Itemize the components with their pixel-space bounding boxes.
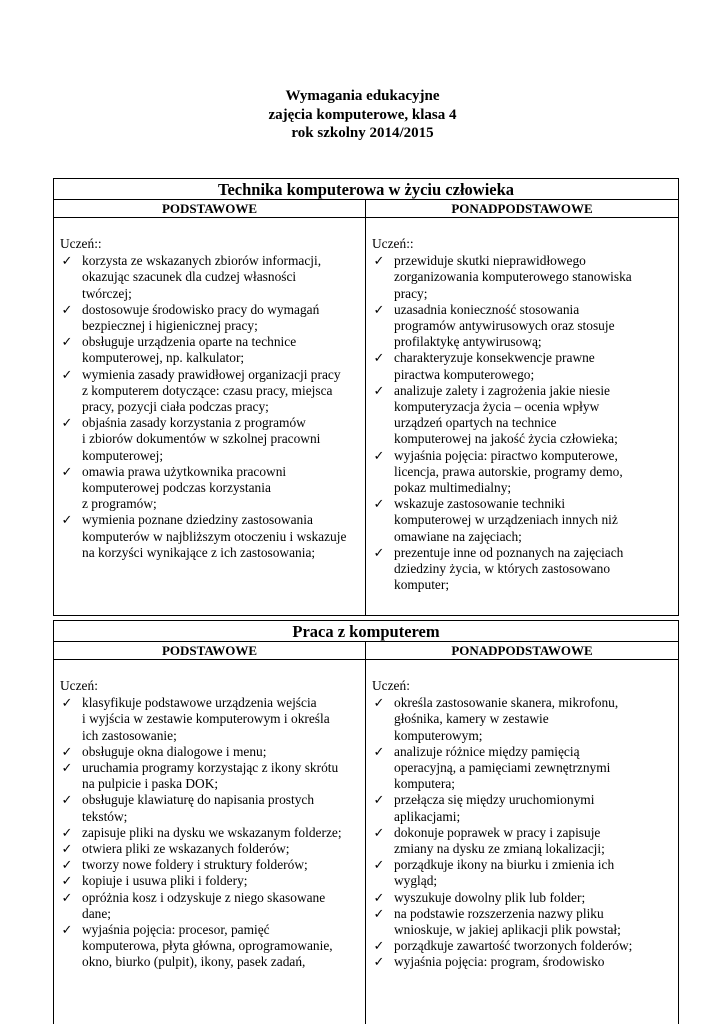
requirement-text: tworzy nowe foldery i struktury folderów; xyxy=(82,857,308,873)
requirement-item xyxy=(60,253,361,302)
requirement-text: wyjaśnia pojęcia: program, środowisko xyxy=(394,954,605,970)
requirement-item xyxy=(372,825,674,857)
requirement-item xyxy=(60,302,361,334)
requirement-text: porządkuje ikony na biurku i zmienia ich wygląd; xyxy=(394,857,615,889)
advanced-requirements-column xyxy=(366,218,678,615)
requirement-item xyxy=(372,383,674,448)
requirement-text: przewiduje skutki nieprawidłowego zorganizowania komputerowego stanowiska pracy; xyxy=(394,253,632,301)
requirement-item xyxy=(60,695,361,744)
level-header-row xyxy=(54,642,678,660)
requirement-item xyxy=(372,938,674,954)
requirements-list xyxy=(60,695,361,970)
checkmark-icon: ✓ xyxy=(61,253,73,269)
checkmark-icon: ✓ xyxy=(61,415,73,431)
basic-requirements-column xyxy=(54,218,366,615)
checkmark-icon: ✓ xyxy=(61,760,73,776)
requirement-item xyxy=(372,545,674,594)
checkmark-icon: ✓ xyxy=(373,743,385,759)
requirement-item xyxy=(60,873,361,889)
requirement-item xyxy=(372,253,674,302)
advanced-requirements-column xyxy=(366,660,678,1024)
advanced-level-header: PONADPODSTAWOWE xyxy=(451,201,593,216)
requirements-body xyxy=(54,218,678,615)
requirement-text: kopiuje i usuwa pliki i foldery; xyxy=(82,873,248,889)
requirement-item xyxy=(372,448,674,497)
requirement-item xyxy=(60,841,361,857)
checkmark-icon: ✓ xyxy=(61,873,73,889)
checkmark-icon: ✓ xyxy=(61,889,73,905)
requirement-item xyxy=(60,367,361,416)
title-line-1: Wymagania edukacyjne xyxy=(285,88,440,104)
requirement-text: wyszukuje dowolny plik lub folder; xyxy=(394,889,586,905)
requirement-text: porządkuje zawartość tworzonych folderów; xyxy=(394,938,633,954)
checkmark-icon: ✓ xyxy=(373,382,385,398)
checkmark-icon: ✓ xyxy=(373,824,385,840)
requirement-item xyxy=(372,792,674,824)
advanced-level-header: PONADPODSTAWOWE xyxy=(451,643,593,658)
requirement-text: prezentuje inne od poznanych na zajęciach dziedziny życia, w których zastosowano komputer; xyxy=(394,544,624,593)
requirement-text: obsługuje urządzenia oparte na technice komputerowej, np. kalkulator; xyxy=(82,334,297,366)
requirement-item xyxy=(372,857,674,889)
checkmark-icon: ✓ xyxy=(61,463,73,479)
requirement-item xyxy=(60,512,361,561)
requirement-text: obsługuje okna dialogowe i menu; xyxy=(82,743,267,759)
requirement-item xyxy=(60,760,361,792)
student-intro: Uczeń: xyxy=(372,678,410,693)
section-title: Technika komputerowa w życiu człowieka xyxy=(54,179,678,200)
requirement-text: wskazuje zastosowanie techniki komputerowej w urządzeniach innych niż omawiane na zajęciach; xyxy=(394,496,618,544)
checkmark-icon: ✓ xyxy=(61,857,73,873)
requirements-list xyxy=(372,695,674,970)
requirement-item xyxy=(372,695,674,744)
requirement-text: określa zastosowanie skanera, mikrofonu, głośnika, kamery w zestawie komputerowym; xyxy=(394,695,619,743)
checkmark-icon: ✓ xyxy=(373,938,385,954)
checkmark-icon: ✓ xyxy=(373,350,385,366)
checkmark-icon: ✓ xyxy=(373,889,385,905)
checkmark-icon: ✓ xyxy=(373,905,385,921)
basic-level-header: PODSTAWOWE xyxy=(54,200,366,217)
requirement-item xyxy=(372,496,674,545)
checkmark-icon: ✓ xyxy=(61,841,73,857)
requirement-text: wyjaśnia pojęcia: procesor, pamięć komputerowa, płyta główna, oprogramowanie, okno, biurko (pulpit), ikony, pasek zadań, xyxy=(82,922,333,970)
student-intro: Uczeń: xyxy=(60,678,98,693)
requirement-item xyxy=(60,415,361,464)
checkmark-icon: ✓ xyxy=(373,496,385,512)
requirement-text: uzasadnia konieczność stosowania programów antywirusowych oraz stosuje profilaktykę antywirusową; xyxy=(394,301,615,350)
requirement-item xyxy=(372,890,674,906)
basic-level-header: PODSTAWOWE xyxy=(54,642,366,659)
requirement-text: analizuje zalety i zagrożenia jakie niesie komputeryzacja życia – ocenia wpływ urządzeń opartych na technice komputerowej na jakość życia człowieka; xyxy=(394,382,618,447)
requirement-text: obsługuje klawiaturę do napisania prostych tekstów; xyxy=(82,792,315,824)
requirement-item xyxy=(372,954,674,970)
checkmark-icon: ✓ xyxy=(61,512,73,528)
checkmark-icon: ✓ xyxy=(373,253,385,269)
student-intro: Uczeń:: xyxy=(372,236,414,251)
checkmark-icon: ✓ xyxy=(61,334,73,350)
requirement-text: uruchamia programy korzystając z ikony skrótu na pulpicie i paska DOK; xyxy=(82,760,339,792)
requirement-item xyxy=(372,350,674,382)
requirement-item xyxy=(372,744,674,793)
student-intro: Uczeń:: xyxy=(60,236,102,251)
requirement-text: dokonuje poprawek w pracy i zapisuje zmiany na dysku ze zmianą lokalizacji; xyxy=(394,824,605,857)
requirement-text: klasyfikuje podstawowe urządzenia wejścia i wyjścia w zestawie komputerowym i określa ich zastosowanie; xyxy=(82,695,330,743)
checkmark-icon: ✓ xyxy=(373,447,385,463)
requirement-item xyxy=(60,334,361,366)
requirement-text: opróżnia kosz i odzyskuje z niego skasowane dane; xyxy=(82,889,326,921)
requirement-text: otwiera pliki ze wskazanych folderów; xyxy=(82,841,290,857)
checkmark-icon: ✓ xyxy=(373,301,385,317)
title-line-2: zajęcia komputerowe, klasa 4 xyxy=(268,106,457,123)
checkmark-icon: ✓ xyxy=(61,922,73,938)
requirement-item xyxy=(372,302,674,351)
checkmark-icon: ✓ xyxy=(373,695,385,711)
checkmark-icon: ✓ xyxy=(61,824,73,840)
requirement-item xyxy=(60,744,361,760)
checkmark-icon: ✓ xyxy=(373,954,385,970)
checkmark-icon: ✓ xyxy=(61,743,73,759)
requirement-item xyxy=(60,464,361,513)
requirement-text: dostosowuje środowisko pracy do wymagań bezpiecznej i higienicznej pracy; xyxy=(82,301,320,334)
basic-requirements-column xyxy=(54,660,366,1024)
requirement-text: analizuje różnice między pamięcią operacyjną, a pamięciami zewnętrznymi komputera; xyxy=(394,743,611,792)
checkmark-icon: ✓ xyxy=(373,857,385,873)
checkmark-icon: ✓ xyxy=(61,301,73,317)
requirement-item xyxy=(60,792,361,824)
requirement-item xyxy=(372,906,674,938)
checkmark-icon: ✓ xyxy=(61,792,73,808)
requirement-text: omawia prawa użytkownika pracowni komputerowej podczas korzystania z programów; xyxy=(82,463,287,512)
requirement-item xyxy=(60,890,361,922)
checkmark-icon: ✓ xyxy=(61,695,73,711)
requirement-text: zapisuje pliki na dysku we wskazanym folderze; xyxy=(82,824,342,840)
requirement-item xyxy=(60,825,361,841)
section-title: Praca z komputerem xyxy=(54,621,678,642)
document-title xyxy=(0,87,725,143)
section-table-computer-technology xyxy=(53,178,679,616)
level-header-row xyxy=(54,200,678,218)
requirements-list xyxy=(372,253,674,593)
requirement-item xyxy=(60,857,361,873)
requirement-text: wyjaśnia pojęcia: piractwo komputerowe, licencja, prawa autorskie, programy demo, pokaz multimedialny; xyxy=(394,447,623,496)
requirements-body xyxy=(54,660,678,1024)
title-line-3: rok szkolny 2014/2015 xyxy=(291,125,434,141)
requirement-text: przełącza się między uruchomionymi aplikacjami; xyxy=(394,792,595,824)
requirements-list xyxy=(60,253,361,561)
checkmark-icon: ✓ xyxy=(61,366,73,382)
checkmark-icon: ✓ xyxy=(373,544,385,560)
requirement-item xyxy=(60,922,361,971)
requirement-text: na podstawie rozszerzenia nazwy pliku wnioskuje, w jakiej aplikacji plik powstał; xyxy=(394,905,621,938)
checkmark-icon: ✓ xyxy=(373,792,385,808)
requirement-text: objaśnia zasady korzystania z programów i zbiorów dokumentów w szkolnej pracowni komputerowej; xyxy=(82,415,321,463)
requirement-text: wymienia zasady prawidłowej organizacji pracy z komputerem dotyczące: czasu pracy, miejsca pracy, pozycji ciała podczas pracy; xyxy=(82,366,341,415)
requirement-text: charakteryzuje konsekwencje prawne piractwa komputerowego; xyxy=(394,350,595,382)
section-table-working-with-computer xyxy=(53,620,679,1024)
requirement-text: wymienia poznane dziedziny zastosowania komputerów w najbliższym otoczeniu i wskazuje na korzyści wynikające z ich zastosowania; xyxy=(82,512,347,560)
requirement-text: korzysta ze wskazanych zbiorów informacji, okazując szacunek dla cudzej własności twórczej; xyxy=(82,253,322,301)
